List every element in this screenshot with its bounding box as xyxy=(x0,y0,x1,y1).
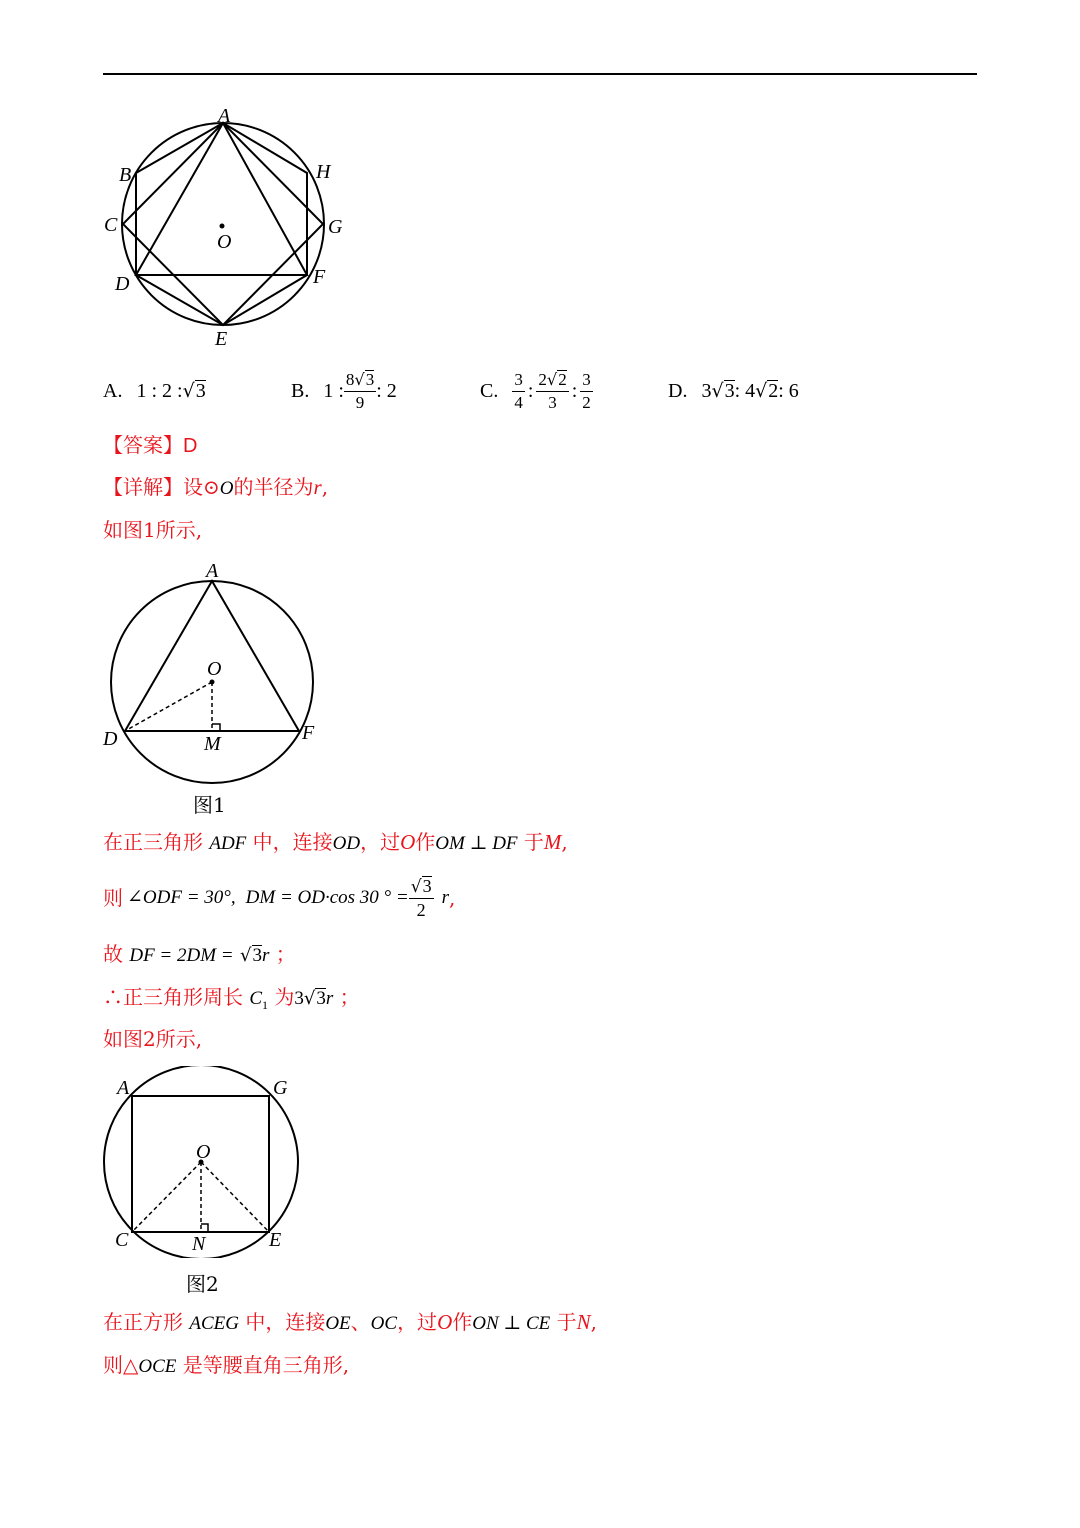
option-b-ratio-start: 1 : xyxy=(323,379,344,402)
header-rule xyxy=(103,73,977,75)
option-b-ratio-end: : 2 xyxy=(376,379,397,402)
option-c-fraction-2: $\frac{2√2}{3}$ xyxy=(538,369,567,412)
option-c[interactable] xyxy=(480,368,593,414)
figure-octagon-diagram xyxy=(95,100,355,355)
fig1-label-D: D xyxy=(103,728,118,750)
option-c-sep-1: : xyxy=(527,379,534,402)
fig1-intro: 如图1所示, xyxy=(103,518,203,542)
fig2-label-N: N xyxy=(192,1233,206,1255)
label-point-B: B xyxy=(119,164,132,186)
fig1-label-A: A xyxy=(206,560,219,582)
option-c-sep-2: : xyxy=(571,379,578,402)
fig1-label-O: O xyxy=(207,658,222,680)
figure-2-square xyxy=(95,1066,310,1258)
label-point-E: E xyxy=(215,328,228,350)
option-a-label: A. xyxy=(103,379,123,402)
option-b-fraction: $\frac{8√3}{9}$ xyxy=(345,369,375,412)
fig2-label-C: C xyxy=(115,1229,129,1251)
option-b-label: B. xyxy=(291,379,310,402)
explain-bracket: 【详解】 xyxy=(103,475,183,499)
fig2-caption: 图2 xyxy=(186,1272,219,1296)
explain-line-5: 故 DF = 2DM = √3r ； xyxy=(103,942,296,966)
fig2-label-E: E xyxy=(269,1229,282,1251)
explain-line-6: ∴正三角形周长 $C_1$ 为3√3r ； xyxy=(103,985,360,1012)
explain-line-4: 则 ∠ODF = 30°, DM = OD·cos 30 ° = $\frac{√3}{2}$ r , xyxy=(103,876,456,920)
label-point-F: F xyxy=(313,266,326,288)
explain-line-9: 则△OCE 是等腰直角三角形, xyxy=(103,1353,350,1377)
explain-line-8: 在正方形 ACEG 中，连接OE、OC，过O作ON ⊥ CE 于N, xyxy=(103,1310,598,1334)
label-point-G: G xyxy=(328,216,343,238)
fig1-label-M: M xyxy=(204,733,221,755)
label-point-A: A xyxy=(218,105,231,127)
fig1-label-F: F xyxy=(302,722,315,744)
option-c-fraction-1: $\frac{3}{4}$ xyxy=(514,369,523,412)
option-c-fraction-3: $\frac{3}{2}$ xyxy=(582,369,591,412)
option-a-root: 3 xyxy=(195,380,206,402)
label-point-D: D xyxy=(115,273,130,295)
answer-line xyxy=(103,432,197,459)
fig2-label-O: O xyxy=(196,1141,211,1163)
answer-value: D xyxy=(183,435,198,457)
explain-line-3: 在正三角形 ADF 中，连接OD，过O作OM ⊥ DF 于M, xyxy=(103,830,568,854)
explain-line-radius: 【详解】设⊙O的半径为r, xyxy=(103,475,329,499)
fig2-label-G: G xyxy=(273,1077,288,1099)
option-b[interactable] xyxy=(291,368,397,414)
option-c-label: C. xyxy=(480,379,499,402)
answer-bracket: 【答案】 xyxy=(103,433,183,457)
fig1-caption: 图1 xyxy=(193,793,226,817)
figure-1-triangle xyxy=(95,557,335,785)
option-d[interactable]: D. 3 √ 3 : 4 √ 2 : 6 xyxy=(668,379,799,402)
label-point-C: C xyxy=(104,214,118,236)
option-a-ratio: 1 : 2 : xyxy=(136,379,183,402)
option-d-label: D. xyxy=(668,379,688,402)
fig2-label-A: A xyxy=(117,1077,130,1099)
fig2-intro: 如图2所示, xyxy=(103,1027,203,1051)
label-point-O: O xyxy=(217,231,232,253)
label-point-H: H xyxy=(316,161,331,183)
option-a[interactable]: A. 1 : 2 : √ 3 xyxy=(103,379,206,402)
